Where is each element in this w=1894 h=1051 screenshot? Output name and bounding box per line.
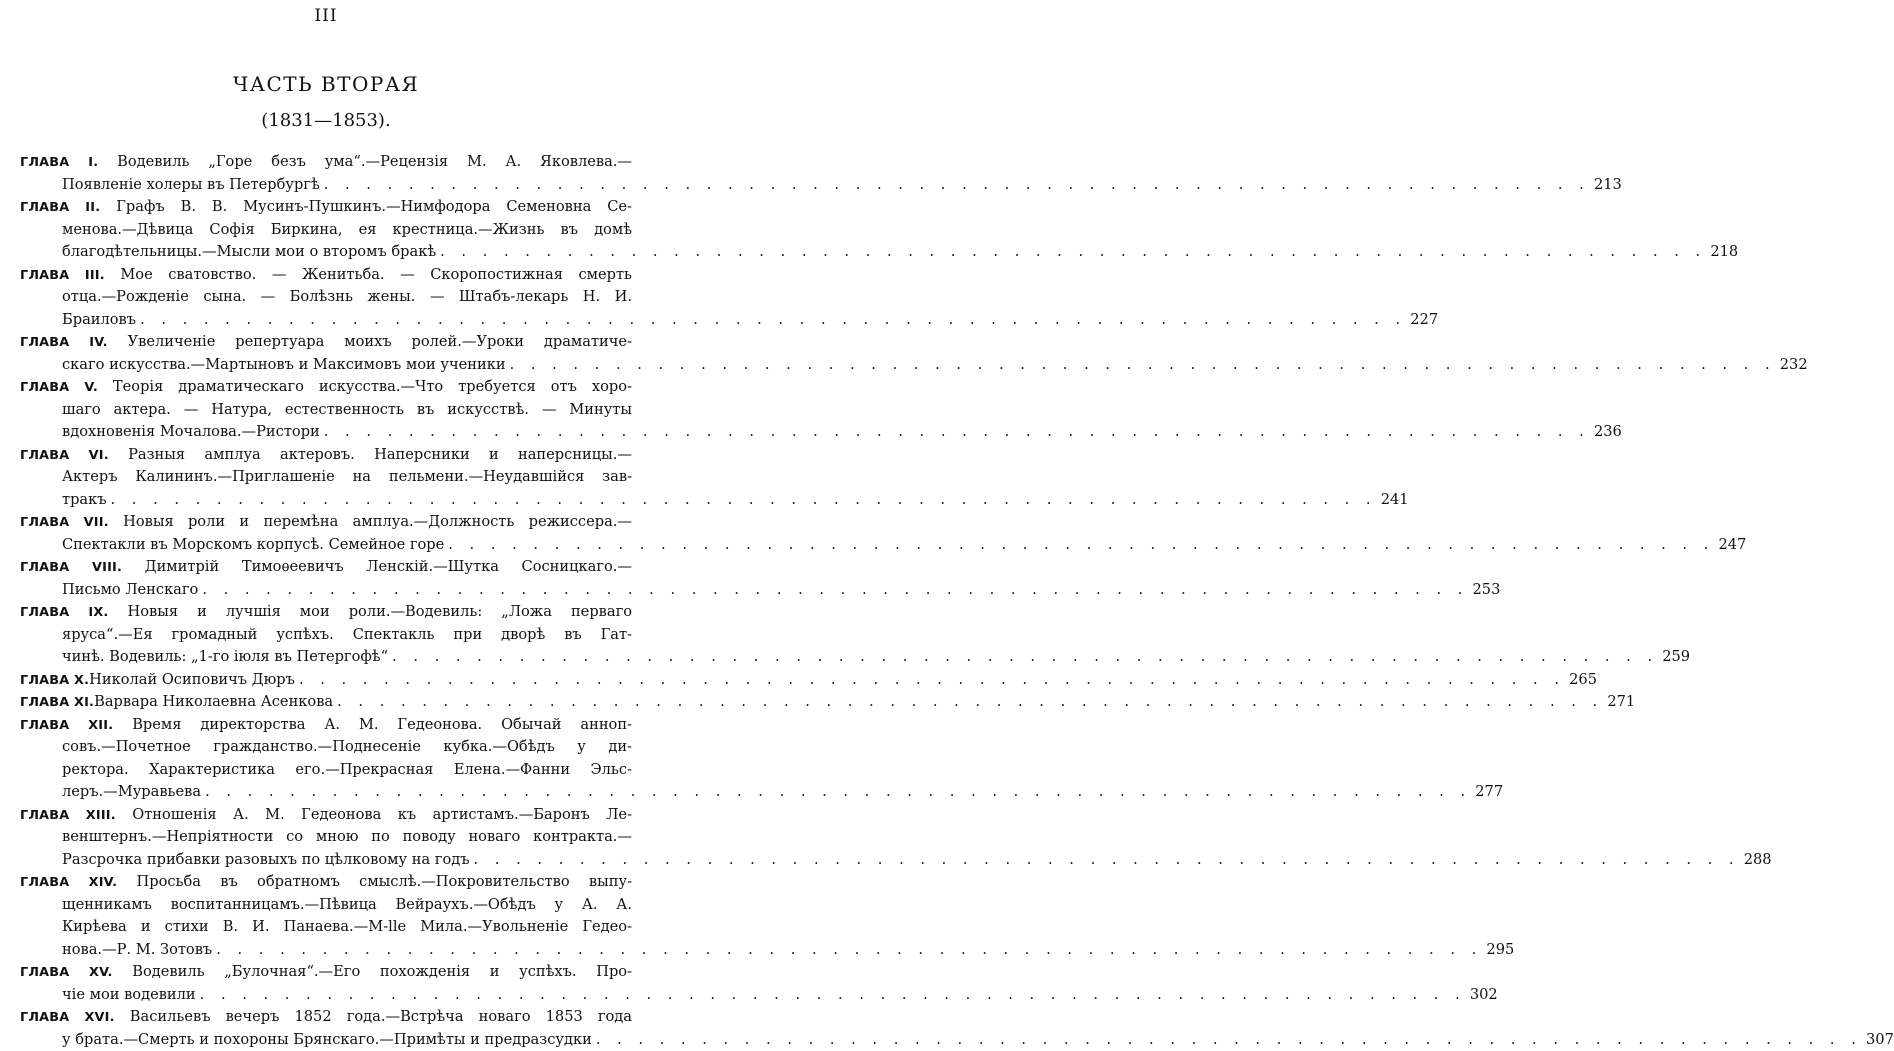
chapter-label: ГЛАВА XII.: [20, 718, 113, 733]
chapter-text: менова.—Дѣвица Софія Биркина, ея крестница.—Жизнь въ домѣ: [62, 221, 632, 238]
chapter-text: Мое сватовство. — Женитьба. — Скоропостижная смерть: [120, 266, 632, 283]
dot-leader: . . . . . . . . . . . . . . . . . . . . . . . . . . . . . . . . . . . . . . . . . . . . . . . . . . . . . . . . . . . .: [510, 354, 1776, 377]
toc-line: [20, 511, 632, 534]
chapter-label: ГЛАВА X.: [20, 670, 89, 693]
page-ref: 295: [1486, 939, 1514, 962]
dot-leader: . . . . . . . . . . . . . . . . . . . . . . . . . . . . . . . . . . . . . . . . . . . . . . . . . . . . . . . . . . . .: [448, 534, 1714, 557]
toc-line: [20, 534, 632, 557]
toc-line: [20, 264, 632, 287]
chapter-text: Графъ В. В. Мусинъ-Пушкинъ.—Нимфодора Семеновна Се-: [116, 198, 632, 215]
toc-line: [20, 579, 632, 602]
chapter-text: чіе мои водевили: [62, 984, 196, 1007]
toc-line: [20, 1029, 632, 1051]
chapter-text: Николай Осиповичъ Дюръ: [89, 669, 295, 692]
toc-line: [20, 781, 632, 804]
chapter-text: Теорія драматическаго искусства.—Что требуется отъ хоро-: [113, 378, 632, 395]
chapter-text: нова.—Р. М. Зотовъ: [62, 939, 212, 962]
toc-line: [20, 984, 632, 1007]
chapter-text: Варвара Николаевна Асенкова: [94, 691, 333, 714]
toc-line: [20, 376, 632, 399]
toc-entry: [20, 264, 632, 332]
toc-line: [20, 399, 632, 422]
toc-line: [20, 331, 632, 354]
chapter-text: Появленіе холеры въ Петербургѣ: [62, 174, 320, 197]
toc-line: [20, 354, 632, 377]
toc-line: [20, 804, 632, 827]
toc-entry: [20, 871, 632, 961]
chapter-text: леръ.—Муравьева: [62, 781, 201, 804]
toc-entry: [20, 151, 632, 196]
chapter-text: вдохновенія Мочалова.—Ристори: [62, 421, 320, 444]
chapter-text: Актеръ Калининъ.—Приглашеніе на пельмени.—Неудавшійся зав-: [62, 468, 632, 485]
dot-leader: . . . . . . . . . . . . . . . . . . . . . . . . . . . . . . . . . . . . . . . . . . . . . . . . . . . . . . . . . . . .: [202, 579, 1468, 602]
toc-entry: [20, 511, 632, 556]
toc-line: [20, 466, 632, 489]
chapter-label: ГЛАВА IX.: [20, 605, 108, 620]
toc-entry: [20, 444, 632, 512]
chapter-text: Разсрочка прибавки разовыхъ по цѣлковому на годъ: [62, 849, 470, 872]
dot-leader: . . . . . . . . . . . . . . . . . . . . . . . . . . . . . . . . . . . . . . . . . . . . . . . . . . . . . . . . . . . .: [440, 241, 1706, 264]
toc-entry: [20, 601, 632, 669]
toc-entry: [20, 1006, 632, 1051]
chapter-text: Васильевъ вечеръ 1852 года.—Встрѣча новаго 1853 года: [130, 1008, 632, 1025]
chapter-text: Увеличеніе репертуара моихъ ролей.—Уроки драматиче-: [128, 333, 632, 350]
chapter-text: тракъ: [62, 489, 107, 512]
chapter-text: Кирѣева и стихи В. И. Панаева.—М-lle Мила.—Увольненіе Гедео-: [62, 918, 632, 935]
toc-line: [20, 601, 632, 624]
chapter-text: отца.—Рожденіе сына. — Болѣзнь жены. — Штабъ-лекарь Н. И.: [62, 288, 632, 305]
table-of-contents: [20, 151, 632, 1051]
page-ref: 302: [1470, 984, 1498, 1007]
page-ref: 218: [1710, 241, 1738, 264]
toc-entry: [20, 376, 632, 444]
dot-leader: . . . . . . . . . . . . . . . . . . . . . . . . . . . . . . . . . . . . . . . . . . . . . . . . . . . . . . . . . . . .: [111, 489, 1377, 512]
chapter-text: Письмо Ленскаго: [62, 579, 198, 602]
toc-line: [20, 669, 632, 692]
toc-entry: [20, 804, 632, 872]
dot-leader: . . . . . . . . . . . . . . . . . . . . . . . . . . . . . . . . . . . . . . . . . . . . . . . . . . . . . . . . . . . .: [392, 646, 1658, 669]
toc-line: [20, 286, 632, 309]
chapter-text: Новыя и лучшія мои роли.—Водевиль: „Ложа перваго: [128, 603, 633, 620]
chapter-text: Водевиль „Горе безъ ума“.—Рецензія М. А. Яковлева.—: [117, 153, 632, 170]
page-number: III: [0, 6, 652, 26]
page-ref: 247: [1718, 534, 1746, 557]
dot-leader: . . . . . . . . . . . . . . . . . . . . . . . . . . . . . . . . . . . . . . . . . . . . . . . . . . . . . . . . . . . .: [140, 309, 1406, 332]
toc-line: [20, 894, 632, 917]
page-ref: 288: [1744, 849, 1772, 872]
toc-line: [20, 196, 632, 219]
dot-leader: . . . . . . . . . . . . . . . . . . . . . . . . . . . . . . . . . . . . . . . . . . . . . . . . . . . . . . . . . . . .: [205, 781, 1471, 804]
chapter-label: ГЛАВА XIII.: [20, 808, 116, 823]
page-ref: 236: [1594, 421, 1622, 444]
chapter-text: Спектакли въ Морскомъ корпусѣ. Семейное горе: [62, 534, 444, 557]
dot-leader: . . . . . . . . . . . . . . . . . . . . . . . . . . . . . . . . . . . . . . . . . . . . . . . . . . . . . . . . . . . .: [324, 174, 1590, 197]
toc-line: [20, 691, 632, 714]
page-ref: 265: [1569, 669, 1597, 692]
toc-entry: [20, 331, 632, 376]
chapter-label: ГЛАВА XVI.: [20, 1010, 115, 1025]
chapter-text: венштернъ.—Непріятности со мною по поводу новаго контракта.—: [62, 828, 632, 845]
chapter-label: ГЛАВА I.: [20, 155, 98, 170]
toc-entry: [20, 669, 632, 692]
toc-line: [20, 241, 632, 264]
page-ref: 232: [1780, 354, 1808, 377]
chapter-text: ректора. Характеристика его.—Прекрасная Елена.—Фанни Эльс-: [62, 761, 632, 778]
chapter-text: у брата.—Смерть и похороны Брянскаго.—Примѣты и предразсудки: [62, 1029, 592, 1051]
toc-line: [20, 489, 632, 512]
chapter-text: яруса“.—Ея громадный успѣхъ. Спектакль при дворѣ въ Гат-: [62, 626, 632, 643]
chapter-text: щенникамъ воспитанницамъ.—Пѣвица Вейраухъ.—Обѣдъ у А. А.: [62, 896, 632, 913]
toc-line: [20, 219, 632, 242]
dot-leader: . . . . . . . . . . . . . . . . . . . . . . . . . . . . . . . . . . . . . . . . . . . . . . . . . . . . . . . . . . . .: [596, 1029, 1862, 1051]
page-ref: 307: [1866, 1029, 1894, 1051]
chapter-label: ГЛАВА XIV.: [20, 875, 117, 890]
dot-leader: . . . . . . . . . . . . . . . . . . . . . . . . . . . . . . . . . . . . . . . . . . . . . . . . . . . . . . . . . . . .: [200, 984, 1466, 1007]
toc-line: [20, 939, 632, 962]
page-ref: 241: [1381, 489, 1409, 512]
part-title: ЧАСТЬ ВТОРАЯ: [0, 72, 652, 96]
toc-line: [20, 1006, 632, 1029]
toc-entry: [20, 556, 632, 601]
toc-line: [20, 556, 632, 579]
toc-line: [20, 646, 632, 669]
chapter-label: ГЛАВА V.: [20, 380, 98, 395]
page-ref: 271: [1607, 691, 1635, 714]
chapter-label: ГЛАВА IV.: [20, 335, 108, 350]
toc-entry: [20, 691, 632, 714]
chapter-text: благодѣтельницы.—Мысли мои о второмъ бракѣ: [62, 241, 436, 264]
page-ref: 253: [1472, 579, 1500, 602]
toc-line: [20, 759, 632, 782]
toc-line: [20, 174, 632, 197]
chapter-label: ГЛАВА VI.: [20, 448, 109, 463]
chapter-label: ГЛАВА II.: [20, 200, 100, 215]
chapter-label: ГЛАВА III.: [20, 268, 105, 283]
toc-line: [20, 151, 632, 174]
toc-line: [20, 961, 632, 984]
toc-line: [20, 916, 632, 939]
dot-leader: . . . . . . . . . . . . . . . . . . . . . . . . . . . . . . . . . . . . . . . . . . . . . . . . . . . . . . . . . . . .: [216, 939, 1482, 962]
page-ref: 213: [1594, 174, 1622, 197]
dot-leader: . . . . . . . . . . . . . . . . . . . . . . . . . . . . . . . . . . . . . . . . . . . . . . . . . . . . . . . . . . . .: [324, 421, 1590, 444]
chapter-text: Отношенія А. М. Гедеонова къ артистамъ.—Баронъ Ле-: [132, 806, 632, 823]
dot-leader: . . . . . . . . . . . . . . . . . . . . . . . . . . . . . . . . . . . . . . . . . . . . . . . . . . . . . . . . . . . .: [299, 669, 1565, 692]
chapter-label: ГЛАВА VIII.: [20, 560, 122, 575]
chapter-text: Просьба въ обратномъ смыслѣ.—Покровительство выпу-: [137, 873, 633, 890]
chapter-text: чинѣ. Водевиль: „1-го іюля въ Петергофѣ“: [62, 646, 388, 669]
toc-line: [20, 714, 632, 737]
chapter-text: Водевиль „Булочная“.—Его похожденія и успѣхъ. Про-: [132, 963, 632, 980]
chapter-text: совъ.—Почетное гражданство.—Поднесеніе кубка.—Обѣдъ у ди-: [62, 738, 632, 755]
toc-line: [20, 309, 632, 332]
page-ref: 259: [1662, 646, 1690, 669]
chapter-text: Браиловъ: [62, 309, 136, 332]
chapter-text: Разныя амплуа актеровъ. Наперсники и наперсницы.—: [128, 446, 632, 463]
toc-line: [20, 826, 632, 849]
toc-line: [20, 736, 632, 759]
chapter-text: Новыя роли и перемѣна амплуа.—Должность режиссера.—: [123, 513, 632, 530]
toc-line: [20, 421, 632, 444]
page-ref: 277: [1475, 781, 1503, 804]
toc-entry: [20, 714, 632, 804]
toc-line: [20, 444, 632, 467]
chapter-text: шаго актера. — Натура, естественность въ искусствѣ. — Минуты: [62, 401, 632, 418]
toc-line: [20, 849, 632, 872]
chapter-text: Димитрій Тимоѳеевичъ Ленскій.—Шутка Сосницкаго.—: [145, 558, 632, 575]
toc-line: [20, 624, 632, 647]
chapter-text: Время директорства А. М. Гедеонова. Обычай анноп-: [132, 716, 632, 733]
chapter-label: ГЛАВА XV.: [20, 965, 113, 980]
dot-leader: . . . . . . . . . . . . . . . . . . . . . . . . . . . . . . . . . . . . . . . . . . . . . . . . . . . . . . . . . . . .: [474, 849, 1740, 872]
chapter-label: ГЛАВА VII.: [20, 515, 109, 530]
page-ref: 227: [1410, 309, 1438, 332]
chapter-label: ГЛАВА XI.: [20, 692, 94, 715]
chapter-text: скаго искусства.—Мартыновъ и Максимовъ мои ученики: [62, 354, 506, 377]
toc-line: [20, 871, 632, 894]
toc-entry: [20, 961, 632, 1006]
part-years: (1831—1853).: [0, 110, 652, 131]
dot-leader: . . . . . . . . . . . . . . . . . . . . . . . . . . . . . . . . . . . . . . . . . . . . . . . . . . . . . . . . . . . .: [337, 691, 1603, 714]
toc-entry: [20, 196, 632, 264]
